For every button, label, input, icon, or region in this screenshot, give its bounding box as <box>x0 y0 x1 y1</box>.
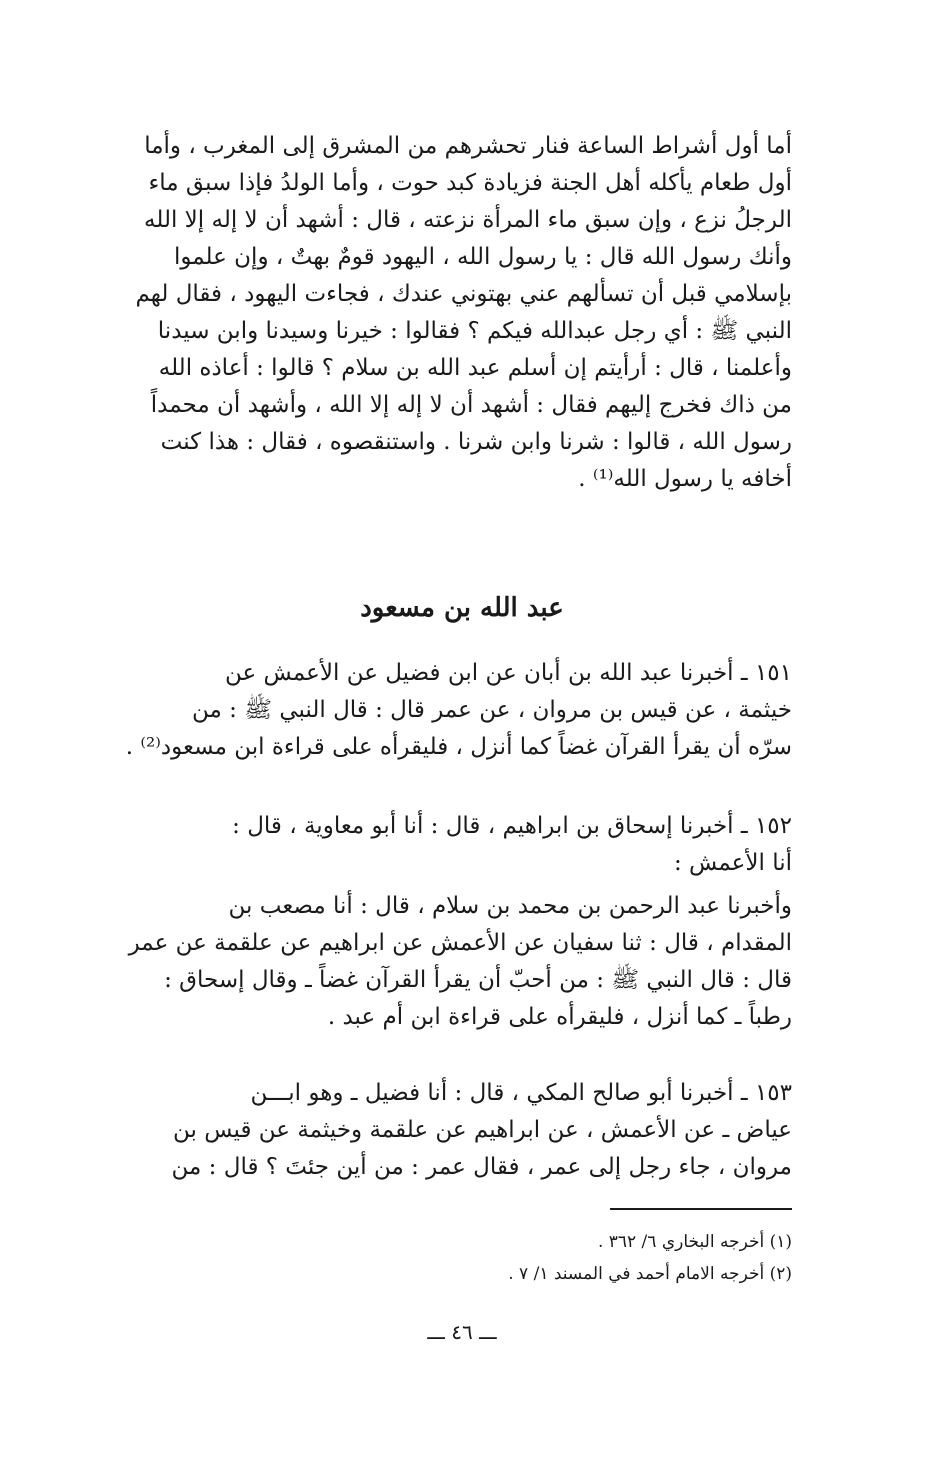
text-line: أول طعام يأكله أهل الجنة فزيادة كبد حوت ، وأما الولدُ فإذا سبق ماء <box>148 170 792 196</box>
page-number: ـــ ٤٦ ـــ <box>427 1320 497 1344</box>
footnote: (١) أخرجه البخاري ٦/ ٣٦٢ . <box>597 1232 792 1252</box>
text-line: المقدام ، قال : ثنا سفيان عن الأعمش عن ابراهيم عن علقمة عن عمر <box>128 930 792 956</box>
text-line: ١٥٣ ـ أخبرنا أبو صالح المكي ، قال : أنا فضيل ـ وهو ابـــن <box>250 1080 792 1106</box>
text-line: ١٥٢ ـ أخبرنا إسحاق بن ابراهيم ، قال : أنا أبو معاوية ، قال : <box>232 813 792 839</box>
text-line: قال : قال النبي ﷺ : من أحبّ أن يقرأ القرآن غضاً ـ وقال إسحاق : <box>164 967 792 993</box>
text-line: وأعلمنا ، قال : أرأيتم إن أسلم عبد الله بن سلام ؟ قالوا : أعاذه الله <box>158 355 792 381</box>
text-line: عياض ـ عن الأعمش ، عن ابراهيم عن علقمة وخيثمة عن قيس بن <box>172 1117 792 1143</box>
text-line: أنا الأعمش : <box>673 850 792 876</box>
text-line: خيثمة ، عن قيس بن مروان ، عن عمر قال : قال النبي ﷺ : من <box>192 697 792 723</box>
footnote: (٢) أخرجه الامام أحمد في المسند ١/ ٧ . <box>508 1264 792 1284</box>
footnote-divider <box>610 1208 792 1210</box>
text-line: ١٥١ ـ أخبرنا عبد الله بن أبان عن ابن فضيل عن الأعمش عن <box>224 660 792 686</box>
paragraph-151 <box>125 655 792 766</box>
text-line: أما أول أشراط الساعة فنار تحشرهم من المشرق إلى المغرب ، وأما <box>144 133 792 159</box>
text-line: الرجلُ نزع ، وإن سبق ماء المرأة نزعته ، قال : أشهد أن لا إله إلا الله <box>144 207 792 233</box>
text-line: مروان ، جاء رجل إلى عمر ، فقال عمر : من أين جئتَ ؟ قال : من <box>171 1154 792 1180</box>
text-line: رطباً ـ كما أنزل ، فليقرأه على قراءة ابن أم عبد . <box>327 1004 792 1030</box>
text-line: النبي ﷺ : أي رجل عبدالله فيكم ؟ فقالوا : خيرنا وسيدنا وابن سيدنا <box>157 318 792 344</box>
text-line: سرّه أن يقرأ القرآن غضاً كما أنزل ، فليقرأه على قراءة ابن مسعود⁽²⁾ . <box>125 734 792 760</box>
section-heading: عبد الله بن مسعود <box>360 593 564 623</box>
text-line: رسول الله ، قالوا : شرنا وابن شرنا . واستنقصوه ، فقال : هذا كنت <box>160 429 792 455</box>
paragraph-153 <box>132 1075 792 1186</box>
text-line: بإسلامي قبل أن تسألهم عني بهتوني عندك ، فجاءت اليهود ، فقال لهم <box>135 281 792 307</box>
text-line: وأخبرنا عبد الرحمن بن محمد بن سلام ، قال : أنا مصعب بن <box>228 893 792 919</box>
footnotes <box>132 1226 792 1290</box>
text-line: من ذاك فخرج إليهم فقال : أشهد أن لا إله إلا الله ، وأشهد أن محمداً <box>150 392 792 418</box>
paragraph-152 <box>132 808 792 882</box>
text-line: وأنك رسول الله قال : يا رسول الله ، اليهود قومٌ بهتٌ ، وإن علموا <box>173 244 792 270</box>
text-line: أخافه يا رسول الله⁽¹⁾ . <box>578 466 792 492</box>
paragraph-152-continued <box>128 888 792 1036</box>
paragraph-continuation <box>132 128 792 498</box>
